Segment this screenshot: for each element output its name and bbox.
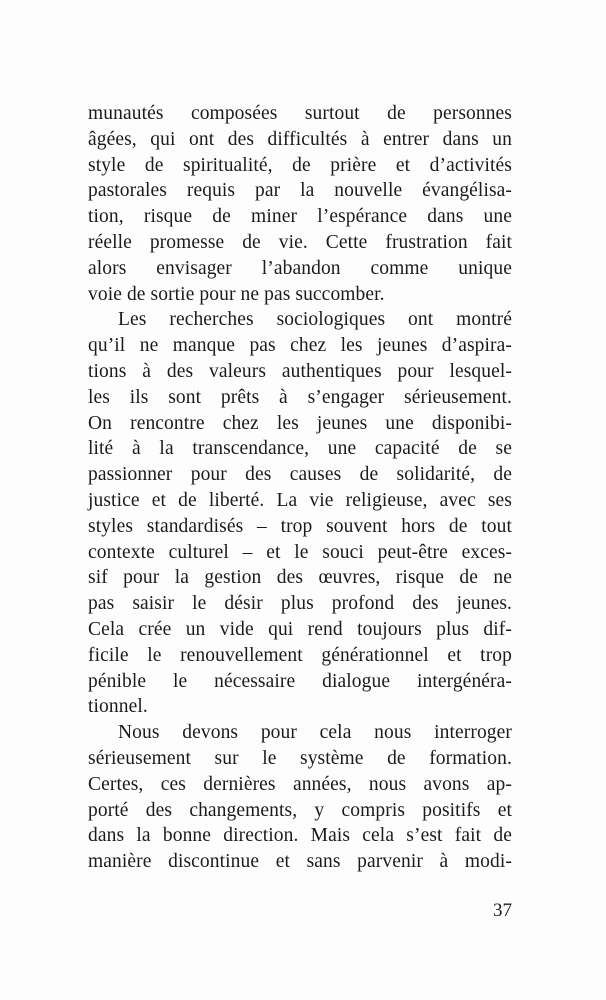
text-line: styles standardisés – trop souvent hors de tout xyxy=(88,515,512,537)
text-line: tionnel. xyxy=(88,696,148,718)
text-line: munautés composées surtout de personnes xyxy=(88,103,512,124)
text-line: contexte culturel – et le souci peut-être exces- xyxy=(88,541,512,563)
page-number: 37 xyxy=(493,900,512,921)
text-line: tion, risque de miner l’espérance dans une xyxy=(88,206,512,228)
text-line: On rencontre chez les jeunes une disponibi- xyxy=(88,412,512,434)
text-line: manière discontinue et sans parvenir à modi- xyxy=(88,851,512,873)
text-line: pastorales requis par la nouvelle évangélisa- xyxy=(88,180,512,202)
text-line: sif pour la gestion des œuvres, risque de ne xyxy=(88,567,512,589)
text-line: pas saisir le désir plus profond des jeunes. xyxy=(88,593,512,615)
text-line: dans la bonne direction. Mais cela s’est fait de xyxy=(88,825,512,847)
text-line: alors envisager l’abandon comme unique xyxy=(88,257,512,279)
text-line: qu’il ne manque pas chez les jeunes d’aspira- xyxy=(88,335,512,357)
text-line: justice et de liberté. La vie religieuse, avec ses xyxy=(88,489,512,511)
text-line: les ils sont prêts à s’engager sérieusement. xyxy=(88,386,512,408)
text-line: Cela crée un vide qui rend toujours plus dif- xyxy=(88,618,512,640)
text-line: ficile le renouvellement générationnel et trop xyxy=(88,644,512,666)
text-line: Nous devons pour cela nous interroger xyxy=(118,722,512,744)
text-line: passionner pour des causes de solidarité, de xyxy=(88,464,512,486)
text-line: réelle promesse de vie. Cette frustration fait xyxy=(88,231,512,253)
text-line: tions à des valeurs authentiques pour lesquel- xyxy=(88,360,512,382)
text-line: âgées, qui ont des difficultés à entrer dans un xyxy=(88,128,512,150)
text-line: porté des changements, y compris positifs et xyxy=(88,799,512,821)
text-line: voie de sortie pour ne pas succomber. xyxy=(88,283,385,305)
body-text xyxy=(88,101,512,875)
text-line: Certes, ces dernières années, nous avons ap- xyxy=(88,773,512,795)
text-line: pénible le nécessaire dialogue intergénéra- xyxy=(88,670,512,692)
text-line: sérieusement sur le système de formation. xyxy=(88,747,512,769)
text-line: style de spiritualité, de prière et d’activités xyxy=(88,154,512,176)
text-line: Les recherches sociologiques ont montré xyxy=(118,309,512,331)
text-line: lité à la transcendance, une capacité de se xyxy=(88,438,512,460)
